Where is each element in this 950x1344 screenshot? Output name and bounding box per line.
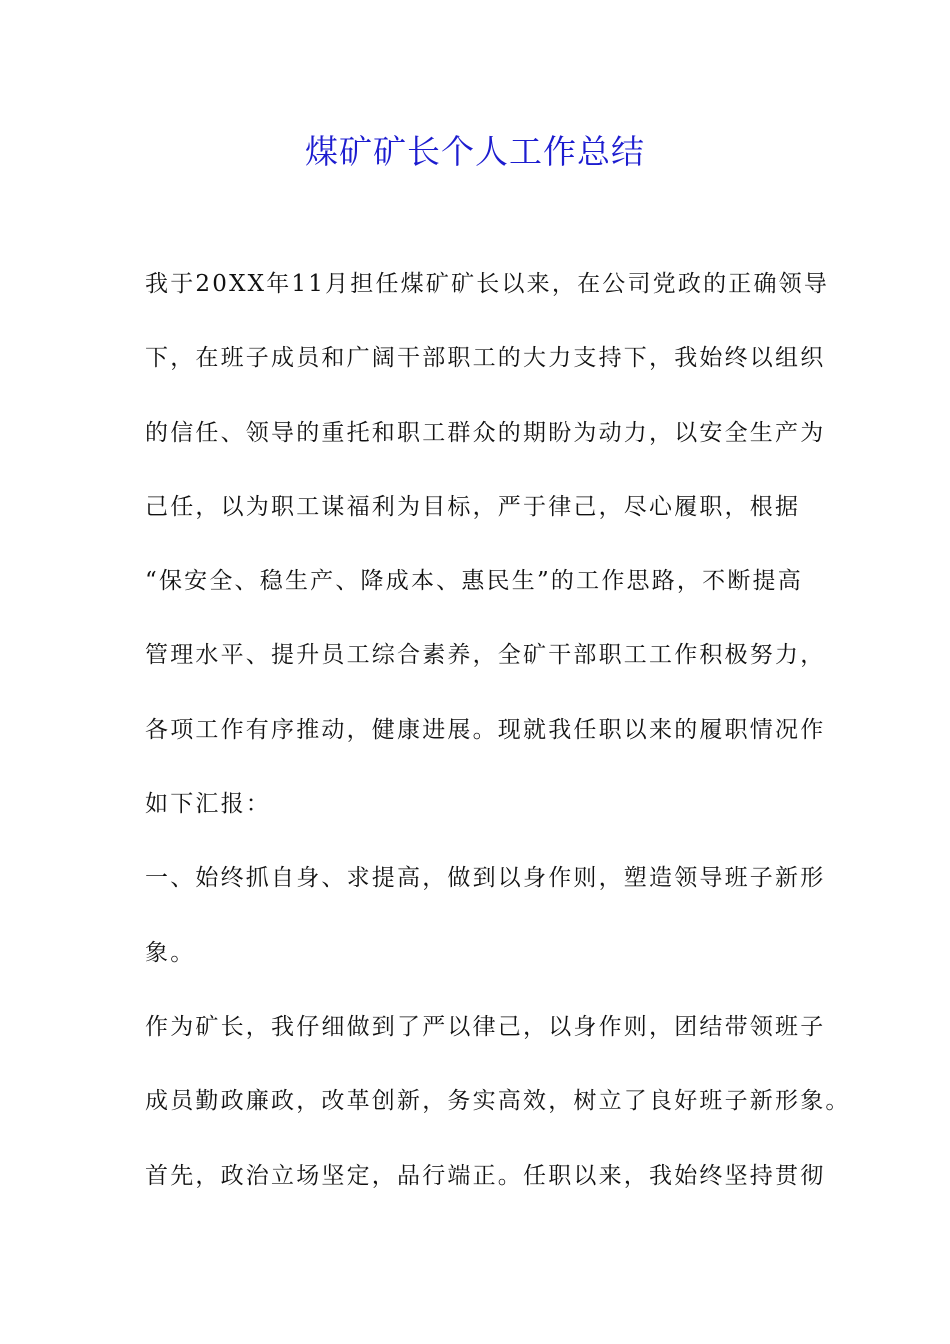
body-line: 管理水平、提升员工综合素养，全矿干部职工工作积极努力， — [145, 642, 826, 669]
body-line: “保安全、稳生产、降成本、惠民生”的工作思路，不断提高 — [145, 568, 803, 595]
body-line: 首先，政治立场坚定，品行端正。任职以来，我始终坚持贯彻 — [145, 1162, 826, 1189]
section-heading: 象。 — [145, 939, 196, 966]
body-line: 如下汇报： — [145, 791, 271, 818]
body-line: 成员勤政廉政，改革创新，务实高效，树立了良好班子新形象。 — [145, 1088, 851, 1115]
body-line: 己任，以为职工谋福利为目标，严于律己，尽心履职，根据 — [145, 493, 801, 520]
body-line: 下，在班子成员和广阔干部职工的大力支持下，我始终以组织 — [145, 345, 826, 372]
document-body — [145, 260, 851, 1226]
document-title: 煤矿矿长个人工作总结 — [305, 132, 645, 171]
body-line: 的信任、领导的重托和职工群众的期盼为动力，以安全生产为 — [145, 419, 826, 446]
body-line: 我于20XX年11月担任煤矿矿长以来，在公司党政的正确领导 — [145, 271, 830, 297]
body-line: 各项工作有序推动，健康进展。现就我任职以来的履职情况作 — [145, 716, 826, 743]
section-heading: 一、始终抓自身、求提高，做到以身作则，塑造领导班子新形 — [145, 865, 826, 892]
body-line: 作为矿长，我仔细做到了严以律己，以身作则，团结带领班子 — [145, 1013, 826, 1040]
